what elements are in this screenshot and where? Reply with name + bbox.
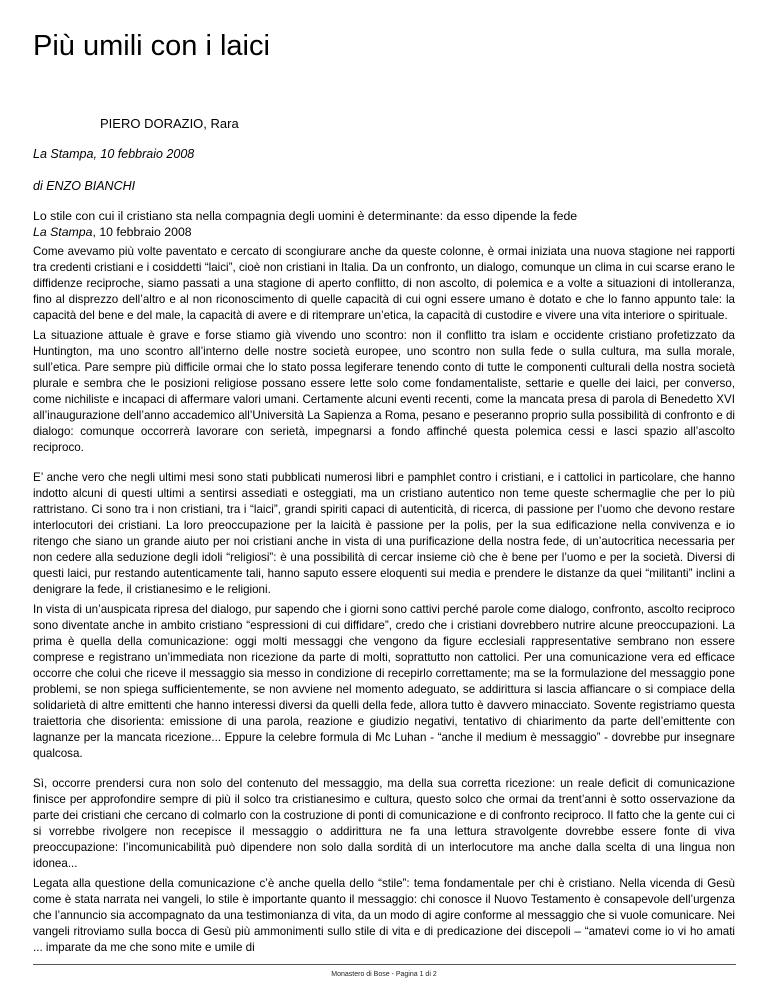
paragraph: Come avevamo più volte paventato e cercato di scongiurare anche da queste colonne, è ormai iniziata una nuova stagione nei rapporti tra credenti cristiani e i cosiddetti “laici”, cioè non cristiani in Italia. Da un confronto, un dialogo, comunque un clima in cui scarse erano le diffidenze reciproche, siamo passati a una stagione di aperto conflitto, di non ascolto, di polemica e a volte a situazioni di intolleranza, fino al disprezzo dell’altro e al non riconoscimento di quelle capacità di cui ogni essere umano è dotato e che lo fanno appunto tale: la capacità del bene e del male, la capacità di avere e di ritemprare un’etica, la capacità di custodire e vivere una vita interiore o spirituale. <box>33 245 735 322</box>
article-source <box>33 224 735 240</box>
paragraph: In vista di un’auspicata ripresa del dialogo, pur sapendo che i giorni sono cattivi perché parole come dialogo, confronto, ascolto reciproco sono diventate anche in ambito cristiano “espressioni di cui diffidare”, credo che i cristiani dovrebbero nutrire alcune preoccupazioni. La prima è quella della comunicazione: oggi molti messaggi che vengono da figure ecclesiali rappresentative sembrano non essere comprese e registrano un’immediata non ricezione da parte di molti, soprattutto non cattolici. Per una comunicazione vera ed efficace occorre che colui che riceve il messaggio sia messo in condizione di recepirlo correttamente; ma se la formulazione del messaggio pone problemi, se non spiega sufficientemente, se non avviene nel momento adeguato, se addirittura si lascia affiancare o si compiace della solidarietà di altre emittenti che hanno interessi diversi da quelli della fede, allora tutto è davvero minacciato. Sovente registriamo questa traiettoria che disorienta: emissione di una parola, reazione e giudizio negativi, tentativo di chiarimento da parte dell’emittente con lagnanze per la mancata ricezione... Eppure la celebre formula di Mc Luhan - “anche il medium è messaggio” - dovrebbe pur insegnare qualcosa. <box>33 603 735 760</box>
paragraph: La situazione attuale è grave e forse stiamo già vivendo uno scontro: non il conflitto tra islam e occidente cristiano profetizzato da Huntington, ma uno scontro all’interno delle nostre società europee, uno scontro non sulla fede o sulla cultura, ma sulla morale, sull’etica. Pare sempre più difficile ormai che lo stato possa legiferare tenendo conto di tutte le componenti culturali della nostra società plurale e sembra che le posizioni religiose possano essere lette solo come fondamentaliste, settarie e quelle dei laici, per converso, come nichiliste e incapaci di affermare valori umani. Certamente alcuni eventi recenti, come la mancata presa di parola di Benedetto XVI all’inaugurazione dell’anno accademico all’Università La Sapienza a Roma, pesano e peseranno proprio sulla possibilità di confronto e di dialogo: comunque occorrerà lavorare con serietà, impegnarsi a fondo affinché questa polemica cessi e lasci spazio all’ascolto reciproco. <box>33 329 735 454</box>
page-title: Più umili con i laici <box>33 30 270 62</box>
paragraph: Legata alla questione della comunicazione c’è anche quella dello “stile”: tema fondamentale per chi è cristiano. Nella vicenda di Gesù come è stata narrata nei vangeli, lo stile è importante quanto il messaggio: chi conosce il Nuovo Testamento è consapevole dell’urgenza che l’annuncio sia accompagnato da una testimonianza di vita, da un modo di agire conforme al messaggio che si vuole comunicare. Nei vangeli ritroviamo sulla bocca di Gesù più ammonimenti sullo stile di vita e di predicazione dei discepoli – “amatevi come io vi ho amati ... imparate da me che sono mite e umile di <box>33 877 735 954</box>
author-line: PIERO DORAZIO, Rara <box>100 116 239 131</box>
source-line: La Stampa, 10 febbraio 2008 <box>33 147 195 161</box>
paragraph: Sì, occorre prendersi cura non solo del contenuto del messaggio, ma della sua corretta ricezione: un reale deficit di comunicazione finisce per approfondire sempre di più il solco tra cristianesimo e cultura, questo solco che ormai da trent’anni è sotto osservazione da parte dei cristiani che cercano di colmarlo con la costruzione di ponti di comunicazione e di confronto reciproco. Il fatto che la gente cui ci si vorrebbe rivolgere non recepisce il messaggio o addirittura ne fa una lettura stravolgente dovrebbe essere fonte di viva preoccupazione: l’incomunicabilità può dipendere non solo dalla sordità di un interlocutore ma anche dalla scelta di una lingua non idonea... <box>33 777 735 870</box>
article-subtitle: Lo stile con cui il cristiano sta nella compagnia degli uomini è determinante: da esso dipende la fede <box>33 209 578 223</box>
paragraph: E’ anche vero che negli ultimi mesi sono stati pubblicati numerosi libri e pamphlet contro i cristiani, e i cattolici in particolare, che hanno indotto alcuni di questi ultimi a sentirsi assediati e osteggiati, ma un cristiano autentico non teme queste schermaglie che per lo più rattristano. Ci sono tra i non cristiani, tra i “laici”, grandi spiriti capaci di autenticità, di ricerca, di passione per l’uomo che devono restare interlocutori dei cristiani. La loro preoccupazione per la laicità è passione per la polis, per la sua edificazione nella convivenza e io ritengo che siano un grande aiuto per noi cristiani anche in vista di una purificazione della nostra fede, di un’autocritica necessaria per non cedere alla seduzione degli idoli “religiosi”: è una possibilità di cercar insieme ciò che è bene per l’uomo e per la società. Diversi di questi laici, pur restando autenticamente tali, hanno saputo essere eloquenti sui media e prendere le distanze da quei “militanti” inclini a denigrare la fede, il cristianesimo e le religioni. <box>33 471 735 596</box>
article-date: , 10 febbraio 2008 <box>92 225 192 239</box>
footer-divider <box>33 964 736 965</box>
page-footer: Monastero di Bose - Pagina 1 di 2 <box>331 971 437 978</box>
article-body <box>33 209 735 960</box>
byline: di ENZO BIANCHI <box>33 179 136 193</box>
newspaper-name: La Stampa <box>33 225 93 239</box>
